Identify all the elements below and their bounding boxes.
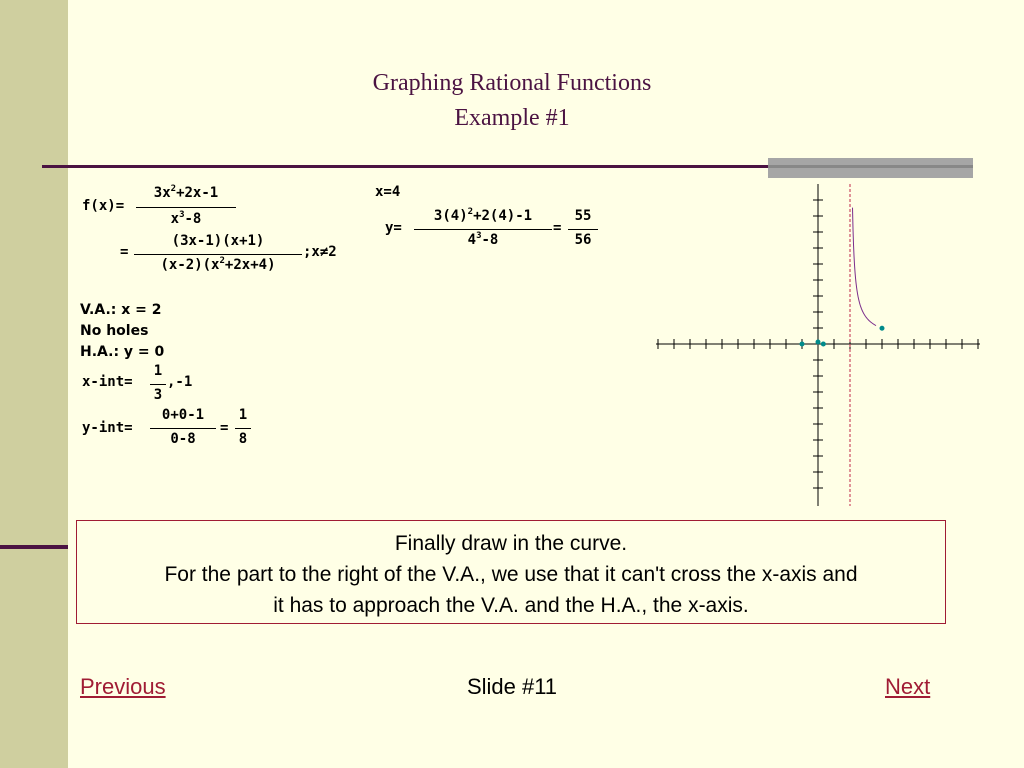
title-divider [42,165,768,168]
yint-label: y-int= [82,420,133,436]
factored-equals: = [120,244,129,260]
factored-denominator [134,257,302,273]
explanation-line1: Finally draw in the curve. [394,532,628,555]
slide-title [300,66,724,136]
title-divider-gray-line [768,165,973,168]
fact-den-a: (x-2)(x [160,257,220,273]
fx-num-a: 3x [153,185,171,201]
fx-denominator [136,211,236,227]
fx-numerator [136,185,236,201]
y-result-numerator: 55 [574,208,592,224]
x-equals-4: x=4 [375,184,401,200]
fx-den-a: x [170,211,180,227]
yint-equals: = [220,420,229,436]
y-num-exp: 2 [467,207,474,217]
slide-title-line2: Example #1 [454,105,570,131]
fact-den-b: +2x+4) [224,257,276,273]
y-den-b: -8 [481,232,499,248]
xint-rest: ,-1 [167,374,193,390]
y-den-exp: 3 [476,231,482,241]
graph-axes [656,184,980,506]
fx-num-exp: 2 [170,184,177,194]
slide-number: Slide #11 [466,674,558,699]
y-num-b: +2(4)-1 [473,208,533,224]
y-result-equals: = [553,220,562,236]
coordinate-graph [650,180,990,510]
xint-numerator: 1 [153,363,163,379]
fx-den-b: -8 [184,211,202,227]
y-label: y= [385,220,402,236]
yint-fraction-bar [150,428,216,429]
xint-denominator: 3 [153,387,163,403]
y-fraction-bar [414,229,552,230]
y-numerator [414,208,552,224]
explanation-line3: it has to approach the V.A. and the H.A., the x-axis. [273,594,749,617]
fact-den-exp: 2 [219,256,225,266]
y-num-a: 3(4) [433,208,468,224]
previous-link[interactable]: Previous [80,674,166,699]
left-decorative-bar [0,0,68,768]
explanation-box [76,520,946,624]
explanation-line2: For the part to the right of the V.A., we use that it can't cross the x-axis and [164,563,858,586]
left-accent-line [0,545,68,549]
graph-point [821,342,826,347]
vertical-asymptote-note: V.A.: x = 2 [80,302,162,318]
yint-result-denominator: 8 [238,431,248,447]
factored-fraction-bar [134,254,302,255]
y-denominator [414,232,552,248]
asymptote-notes [80,300,164,363]
y-den-a: 4 [467,232,477,248]
graph-point [880,326,885,331]
graph-points [800,326,885,347]
xint-label: x-int= [82,374,133,390]
title-divider-gray-block [768,158,973,178]
domain-restriction: ;x≠2 [303,244,337,260]
yint-numerator: 0+0-1 [161,407,205,423]
yint-result-bar [235,428,251,429]
y-result-denominator: 56 [574,232,592,248]
yint-denominator: 0-8 [170,431,196,447]
graph-point [800,342,805,347]
horizontal-asymptote-note: H.A.: y = 0 [80,344,165,360]
xint-fraction-bar [150,384,166,385]
slide-title-line1: Graphing Rational Functions [372,70,652,96]
function-curve [853,208,877,326]
holes-note: No holes [80,323,149,339]
factored-numerator: (3x-1)(x+1) [171,233,265,249]
fx-num-b: +2x-1 [176,185,219,201]
fx-den-exp: 3 [179,210,185,220]
fx-label: f(x)= [82,198,125,214]
y-result-bar [568,229,598,230]
yint-result-numerator: 1 [238,407,248,423]
fx-fraction-bar [136,207,236,208]
graph-point [816,340,821,345]
next-link[interactable]: Next [885,674,931,699]
